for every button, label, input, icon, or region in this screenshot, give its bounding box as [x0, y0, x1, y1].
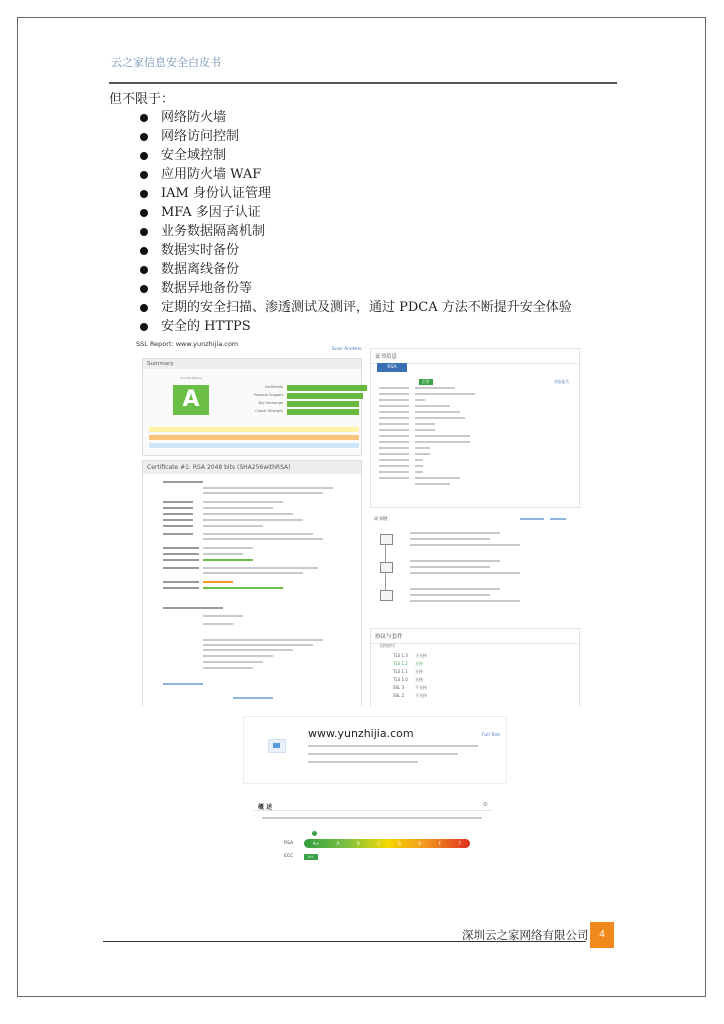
- text-line: [203, 587, 283, 589]
- certificate-box: [142, 460, 362, 706]
- rsa-label: RSA: [284, 841, 294, 846]
- text-line: [163, 513, 193, 515]
- certificate-icon: [380, 562, 393, 573]
- text-line: [415, 423, 435, 425]
- text-line: [262, 817, 482, 819]
- text-line: [203, 533, 313, 535]
- text-line: [410, 544, 520, 546]
- text-line: [163, 581, 199, 583]
- text-line: [520, 518, 544, 520]
- text-line: [203, 538, 323, 540]
- text-line: [415, 393, 475, 395]
- cert-info-heading: 证书信息: [371, 349, 579, 364]
- list-item: 网络访问控制: [140, 127, 572, 146]
- list-item: 数据实时备份: [140, 241, 572, 260]
- text-line: [163, 533, 193, 535]
- certificate-icon: [380, 534, 393, 545]
- summary-heading: Summary: [143, 359, 361, 369]
- text-line: [415, 441, 470, 443]
- rating-bar: [287, 385, 367, 391]
- bullet-icon: [140, 152, 148, 160]
- text-line: [415, 459, 423, 461]
- text-line: [415, 387, 455, 389]
- protocol-card: [370, 628, 580, 706]
- text-line: [163, 525, 193, 527]
- status-badge: 正常: [419, 379, 433, 385]
- text-line: [163, 519, 193, 521]
- list-item: 网络防火墙: [140, 108, 572, 127]
- text-line: [415, 411, 460, 413]
- text-line: [203, 513, 293, 515]
- overall-rating-label: Overall Rating: [179, 376, 203, 380]
- text-line: [203, 492, 323, 494]
- text-line: [410, 588, 500, 590]
- text-line: [203, 487, 333, 489]
- grade-chip: A+: [304, 854, 318, 860]
- bullet-icon: [140, 171, 148, 179]
- security-measures-list: [140, 108, 572, 336]
- text-line: [415, 465, 423, 467]
- text-line: [233, 697, 273, 699]
- text-line: [379, 453, 409, 455]
- text-line: [308, 745, 478, 747]
- text-line: [203, 581, 233, 583]
- certificate-info-panel: [370, 348, 578, 706]
- rating-bar: [287, 409, 359, 415]
- text-line: [410, 560, 500, 562]
- rating-bar: [287, 393, 363, 399]
- text-line: [379, 459, 409, 461]
- intro-text: 但不限于：: [109, 92, 175, 107]
- text-line: [379, 405, 409, 407]
- text-line: [410, 532, 500, 534]
- text-line: [163, 567, 199, 569]
- bullet-icon: [140, 304, 148, 312]
- text-line: [203, 655, 273, 657]
- bullet-icon: [140, 247, 148, 255]
- text-line: [415, 477, 460, 479]
- list-item: 数据异地备份等: [140, 279, 572, 298]
- bullet-icon: [140, 190, 148, 198]
- text-line: [203, 507, 273, 509]
- list-item: 安全的 HTTPS: [140, 317, 572, 336]
- tab-rsa[interactable]: RSA: [377, 363, 407, 372]
- list-item: 业务数据隔离机制: [140, 222, 572, 241]
- text-line: [379, 447, 409, 449]
- site-domain: www.yunzhijia.com: [308, 727, 414, 740]
- text-line: [415, 447, 430, 449]
- document-header-title: 云之家信息安全白皮书: [111, 56, 221, 69]
- text-line: [415, 435, 470, 437]
- text-line: [203, 623, 233, 625]
- header-divider: [109, 82, 617, 84]
- status-row: [377, 379, 433, 385]
- protocol-row: TLS 1.2 支持: [393, 661, 423, 666]
- ssl-report-title: SSL Report: www.yunzhijia.com: [136, 340, 239, 348]
- text-line: [163, 559, 199, 561]
- text-line: [550, 518, 566, 520]
- text-line: [163, 553, 199, 555]
- text-line: [410, 600, 520, 602]
- text-line: [379, 441, 409, 443]
- notice-banner: [149, 443, 359, 448]
- text-line: [203, 519, 303, 521]
- footer-divider: [103, 941, 586, 942]
- text-line: [163, 547, 199, 549]
- text-line: [379, 393, 409, 395]
- protocol-row: TLS 1.1 支持: [393, 669, 423, 674]
- protocol-heading: 协议与套件: [371, 629, 579, 644]
- text-line: [203, 649, 293, 651]
- bullet-icon: [140, 228, 148, 236]
- text-line: [379, 399, 409, 401]
- text-line: [379, 435, 409, 437]
- text-line: [415, 471, 423, 473]
- chain-heading: 证书链: [374, 517, 388, 522]
- text-line: [379, 387, 409, 389]
- protocol-row: TLS 1.3 不支持: [393, 653, 427, 658]
- text-line: [410, 538, 490, 540]
- text-line: [163, 481, 203, 483]
- ssl-labs-panel: [136, 340, 364, 706]
- text-line: [379, 465, 409, 467]
- text-line: [163, 587, 199, 589]
- ecc-label: ECC: [284, 854, 294, 859]
- text-line: [203, 639, 323, 641]
- scan-another-link[interactable]: Scan Another: [331, 347, 362, 352]
- certificate-heading: Certificate #1: RSA 2048 bits (SHA256withRSA): [143, 461, 361, 474]
- list-item: 数据离线备份: [140, 260, 572, 279]
- text-line: [163, 507, 193, 509]
- list-item: 定期的安全扫描、渗透测试及测评，通过 PDCA 方法不断提升安全体验: [140, 298, 572, 317]
- certificate-icon: [380, 590, 393, 601]
- text-line: [410, 594, 490, 596]
- text-line: [203, 547, 253, 549]
- chain-connector: [385, 572, 386, 590]
- bullet-icon: [140, 209, 148, 217]
- ssl-report-screenshot: [136, 340, 592, 706]
- text-line: [203, 667, 253, 669]
- text-line: [308, 761, 418, 763]
- cert-info-card: [370, 348, 580, 508]
- text-line: [163, 501, 193, 503]
- text-line: [415, 417, 465, 419]
- text-line: [308, 753, 458, 755]
- text-line: [203, 525, 263, 527]
- text-line: [203, 661, 263, 663]
- protocol-row: SSL 2 不支持: [393, 693, 427, 698]
- bullet-icon: [140, 266, 148, 274]
- text-line: [203, 501, 283, 503]
- text-line: [203, 553, 243, 555]
- full-test-link[interactable]: Full Test: [482, 733, 500, 738]
- text-line: [379, 423, 409, 425]
- cert-chain-card: [370, 512, 578, 616]
- list-item: 应用防火墙 WAF: [140, 165, 572, 184]
- notice-banner: [149, 427, 359, 432]
- divider: [254, 810, 492, 811]
- site-card-screenshot: [243, 716, 507, 784]
- text-line: [415, 453, 430, 455]
- text-line: [203, 559, 253, 561]
- bullet-icon: [140, 133, 148, 141]
- text-line: [415, 429, 435, 431]
- text-line: [163, 683, 203, 685]
- download-report-link[interactable]: 获取报告: [553, 379, 569, 384]
- list-item: 安全域控制: [140, 146, 572, 165]
- text-line: [410, 572, 520, 574]
- text-line: [203, 572, 303, 574]
- list-item: MFA 多因子认证: [140, 203, 572, 222]
- notice-banner: [149, 435, 359, 440]
- grade-overview-screenshot: [254, 798, 492, 862]
- text-line: [379, 429, 409, 431]
- text-line: [163, 607, 223, 609]
- text-line: [415, 405, 450, 407]
- list-item: IAM 身份认证管理: [140, 184, 572, 203]
- text-line: [410, 566, 490, 568]
- gear-icon[interactable]: ⚙: [482, 801, 488, 808]
- bullet-icon: [140, 114, 148, 122]
- grade-marker: [312, 831, 317, 836]
- text-line: [379, 477, 409, 479]
- grade-badge: A: [173, 385, 209, 415]
- grade-scale-letters: A+ A B C D E F T: [312, 841, 462, 846]
- overview-heading: 概 述: [258, 804, 273, 811]
- bullet-icon: [140, 285, 148, 293]
- company-name: 深圳云之家网络有限公司: [462, 928, 589, 942]
- rating-bar: [287, 401, 359, 407]
- text-line: [203, 615, 243, 617]
- text-line: [203, 567, 318, 569]
- text-line: [379, 417, 409, 419]
- site-icon: [268, 739, 286, 753]
- text-line: [379, 471, 409, 473]
- protocol-subheading: 支持协议: [379, 643, 395, 648]
- text-line: [415, 483, 450, 485]
- bullet-icon: [140, 323, 148, 331]
- text-line: [379, 411, 409, 413]
- summary-box: Summary Overall Rating A Certificate Protocol Support Key Exchange Cipher Strength: [142, 358, 362, 456]
- text-line: [203, 644, 313, 646]
- page-number-badge: 4: [590, 922, 614, 948]
- protocol-row: SSL 3 不支持: [393, 685, 427, 690]
- protocol-row: TLS 1.0 支持: [393, 677, 423, 682]
- chain-connector: [385, 544, 386, 562]
- text-line: [415, 399, 425, 401]
